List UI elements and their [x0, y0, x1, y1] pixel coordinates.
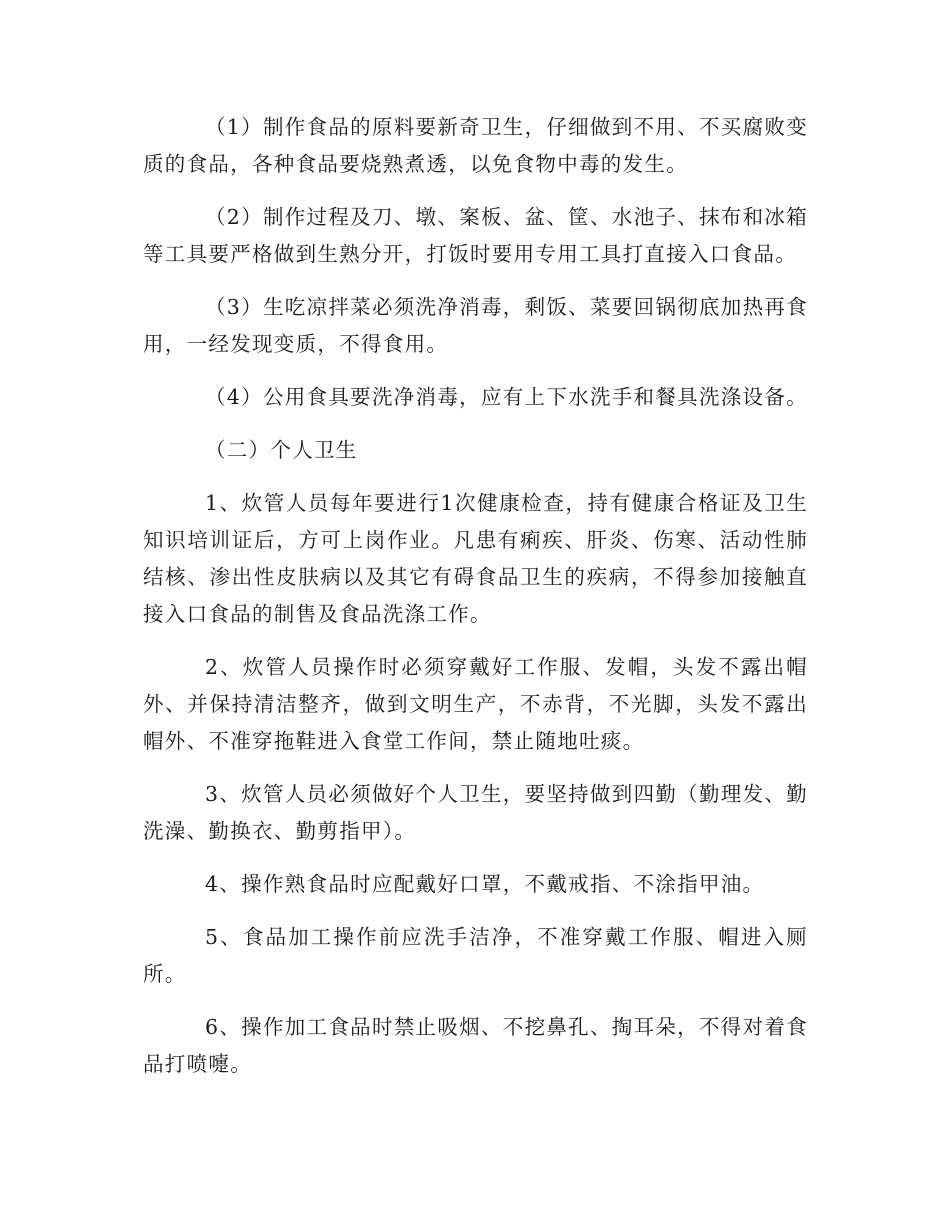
paragraph-rule-6: 6、操作加工食品时禁止吸烟、不挖鼻孔、掏耳朵，不得对着食品打喷嚏。	[143, 1015, 808, 1076]
paragraph-4: （4）公用食具要洗净消毒，应有上下水洗手和餐具洗涤设备。	[205, 385, 808, 409]
paragraph-rule-5: 5、食品加工操作前应洗手洁净，不准穿戴工作服、帽进入厕所。	[143, 925, 808, 986]
paragraph-rule-2: 2、炊管人员操作时必须穿戴好工作服、发帽，头发不露出帽外、并保持清洁整齐，做到文明生产，不赤背，不光脚，头发不露出帽外、不准穿拖鞋进入食堂工作间，禁止随地吐痰。	[143, 655, 808, 753]
section-heading-personal-hygiene: （二）个人卫生	[205, 438, 358, 462]
paragraph-rule-3: 3、炊管人员必须做好个人卫生，要坚持做到四勤（勤理发、勤洗澡、勤换衣、勤剪指甲）。	[143, 782, 808, 843]
paragraph-1: （1）制作食品的原料要新奇卫生，仔细做到不用、不买腐败变质的食品，各种食品要烧熟煮透，以免食物中毒的发生。	[143, 115, 808, 176]
paragraph-rule-4: 4、操作熟食品时应配戴好口罩，不戴戒指、不涂指甲油。	[205, 872, 765, 896]
document-body	[143, 109, 808, 1083]
paragraph-3: （3）生吃凉拌菜必须洗净消毒，剩饭、菜要回锅彻底加热再食用，一经发现变质，不得食用。	[143, 295, 808, 356]
paragraph-2: （2）制作过程及刀、墩、案板、盆、筐、水池子、抹布和冰箱等工具要严格做到生熟分开，打饭时要用专用工具打直接入口食品。	[143, 205, 808, 266]
paragraph-rule-1: 1、炊管人员每年要进行1次健康检查，持有健康合格证及卫生知识培训证后，方可上岗作业。凡患有痢疾、肝炎、伤寒、活动性肺结核、渗出性皮肤病以及其它有碍食品卫生的疾病，不得参加接触直接入口食品的制售及食品洗涤工作。	[143, 491, 808, 626]
